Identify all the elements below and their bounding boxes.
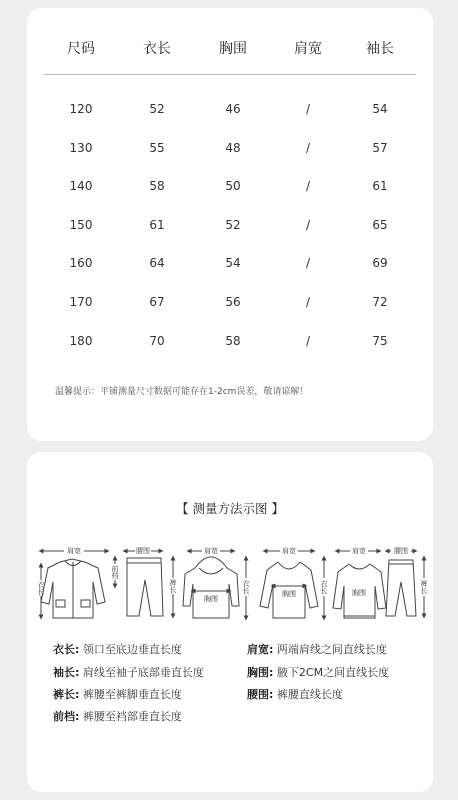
label-length: 衣长 [37, 581, 45, 595]
measure-title: 【 测量方法示图 】 [176, 501, 284, 516]
table-row [27, 102, 433, 120]
cell-sleeve: 72 [372, 295, 388, 309]
cell-length: 58 [149, 179, 165, 193]
label-chest: 胸围 [282, 590, 296, 598]
cell-chest: 48 [225, 141, 241, 155]
table-header [27, 38, 433, 60]
garment-diagrams [27, 540, 433, 629]
cell-size: 120 [69, 102, 93, 116]
cell-size: 150 [69, 218, 93, 232]
pants-diagram [111, 546, 177, 616]
label-length: 衣长 [242, 580, 250, 594]
cell-sleeve: 54 [372, 102, 388, 116]
table-row [27, 256, 433, 274]
label-waist: 腰围 [136, 547, 150, 555]
cell-size: 160 [69, 256, 93, 270]
measurement-note: 温馨提示：平铺测量尺寸数据可能存在1-2cm误差，敬请谅解！ [55, 387, 309, 397]
cell-shoulder: / [305, 334, 311, 348]
def-text: 肩线至袖子底部垂直长度 [82, 666, 204, 679]
cell-size: 140 [69, 179, 93, 193]
size-chart-card [27, 8, 433, 441]
cell-sleeve: 61 [372, 179, 388, 193]
cell-shoulder: / [305, 295, 311, 309]
def-sleeve [53, 664, 204, 680]
cell-length: 52 [149, 102, 165, 116]
def-length [53, 641, 182, 657]
cell-size: 180 [69, 334, 93, 348]
header-sleeve: 袖长 [366, 41, 394, 57]
cell-length: 61 [149, 218, 165, 232]
cell-length: 64 [149, 256, 165, 270]
cell-length: 55 [149, 141, 165, 155]
table-row [27, 141, 433, 159]
def-text: 腋下2CM之间直线长度 [276, 666, 390, 679]
def-key: 袖长: [53, 666, 80, 679]
table-row [27, 295, 433, 313]
cell-chest: 56 [225, 295, 241, 309]
cell-shoulder: / [305, 256, 311, 270]
cell-shoulder: / [305, 179, 311, 193]
header-divider [44, 74, 416, 75]
def-key: 胸围: [247, 666, 274, 679]
def-pant-length [53, 686, 182, 702]
label-pant-length: 裤长 [169, 579, 177, 593]
cell-sleeve: 65 [372, 218, 388, 232]
def-text: 裤腰至裆部垂直长度 [82, 710, 182, 723]
header-length: 衣长 [143, 41, 171, 57]
def-key: 腰围: [247, 688, 274, 701]
label-chest: 胸围 [204, 595, 218, 603]
def-text: 两端肩线之间直线长度 [276, 643, 387, 656]
cell-chest: 52 [225, 218, 241, 232]
cell-size: 130 [69, 141, 93, 155]
label-shoulder: 肩宽 [282, 547, 296, 555]
def-key: 裤长: [53, 688, 80, 701]
table-row [27, 218, 433, 236]
label-front-rise: 前档 [111, 565, 119, 579]
def-key: 衣长: [53, 643, 80, 656]
jacket-diagram [37, 546, 107, 618]
table-row [27, 334, 433, 352]
cell-shoulder: / [305, 218, 311, 232]
label-waist: 腰围 [394, 547, 408, 555]
def-key: 前档: [53, 710, 80, 723]
cell-sleeve: 75 [372, 334, 388, 348]
cell-chest: 50 [225, 179, 241, 193]
label-shoulder: 肩宽 [352, 547, 366, 555]
def-front-rise [53, 708, 182, 724]
cell-size: 170 [69, 295, 93, 309]
cell-chest: 58 [225, 334, 241, 348]
def-shoulder [247, 641, 387, 657]
cell-shoulder: / [305, 141, 311, 155]
sweater-diagram [260, 546, 328, 618]
measure-method-card [27, 452, 433, 792]
cell-length: 67 [149, 295, 165, 309]
cell-length: 70 [149, 334, 165, 348]
cell-chest: 54 [225, 256, 241, 270]
header-chest: 胸围 [219, 41, 247, 57]
def-text: 裤腰至裤脚垂直长度 [82, 688, 182, 701]
crewneck-diagram [333, 546, 386, 618]
table-row [27, 179, 433, 197]
hoodie-diagram [183, 546, 250, 618]
header-size: 尺码 [67, 41, 95, 57]
header-shoulder: 肩宽 [294, 41, 322, 57]
label-chest: 胸围 [352, 589, 366, 597]
pants-diagram [386, 546, 428, 616]
def-text: 领口至底边垂直长度 [82, 643, 182, 656]
cell-shoulder: / [305, 102, 311, 116]
cell-sleeve: 57 [372, 141, 388, 155]
def-waist [247, 686, 343, 702]
def-text: 裤腰直线长度 [276, 688, 343, 701]
cell-sleeve: 69 [372, 256, 388, 270]
def-chest [247, 664, 389, 680]
label-shoulder: 肩宽 [67, 547, 81, 555]
label-shoulder: 肩宽 [204, 547, 218, 555]
label-pant-length: 裤长 [420, 580, 428, 594]
def-key: 肩宽: [247, 643, 274, 656]
cell-chest: 46 [225, 102, 241, 116]
label-length: 衣长 [320, 580, 328, 594]
